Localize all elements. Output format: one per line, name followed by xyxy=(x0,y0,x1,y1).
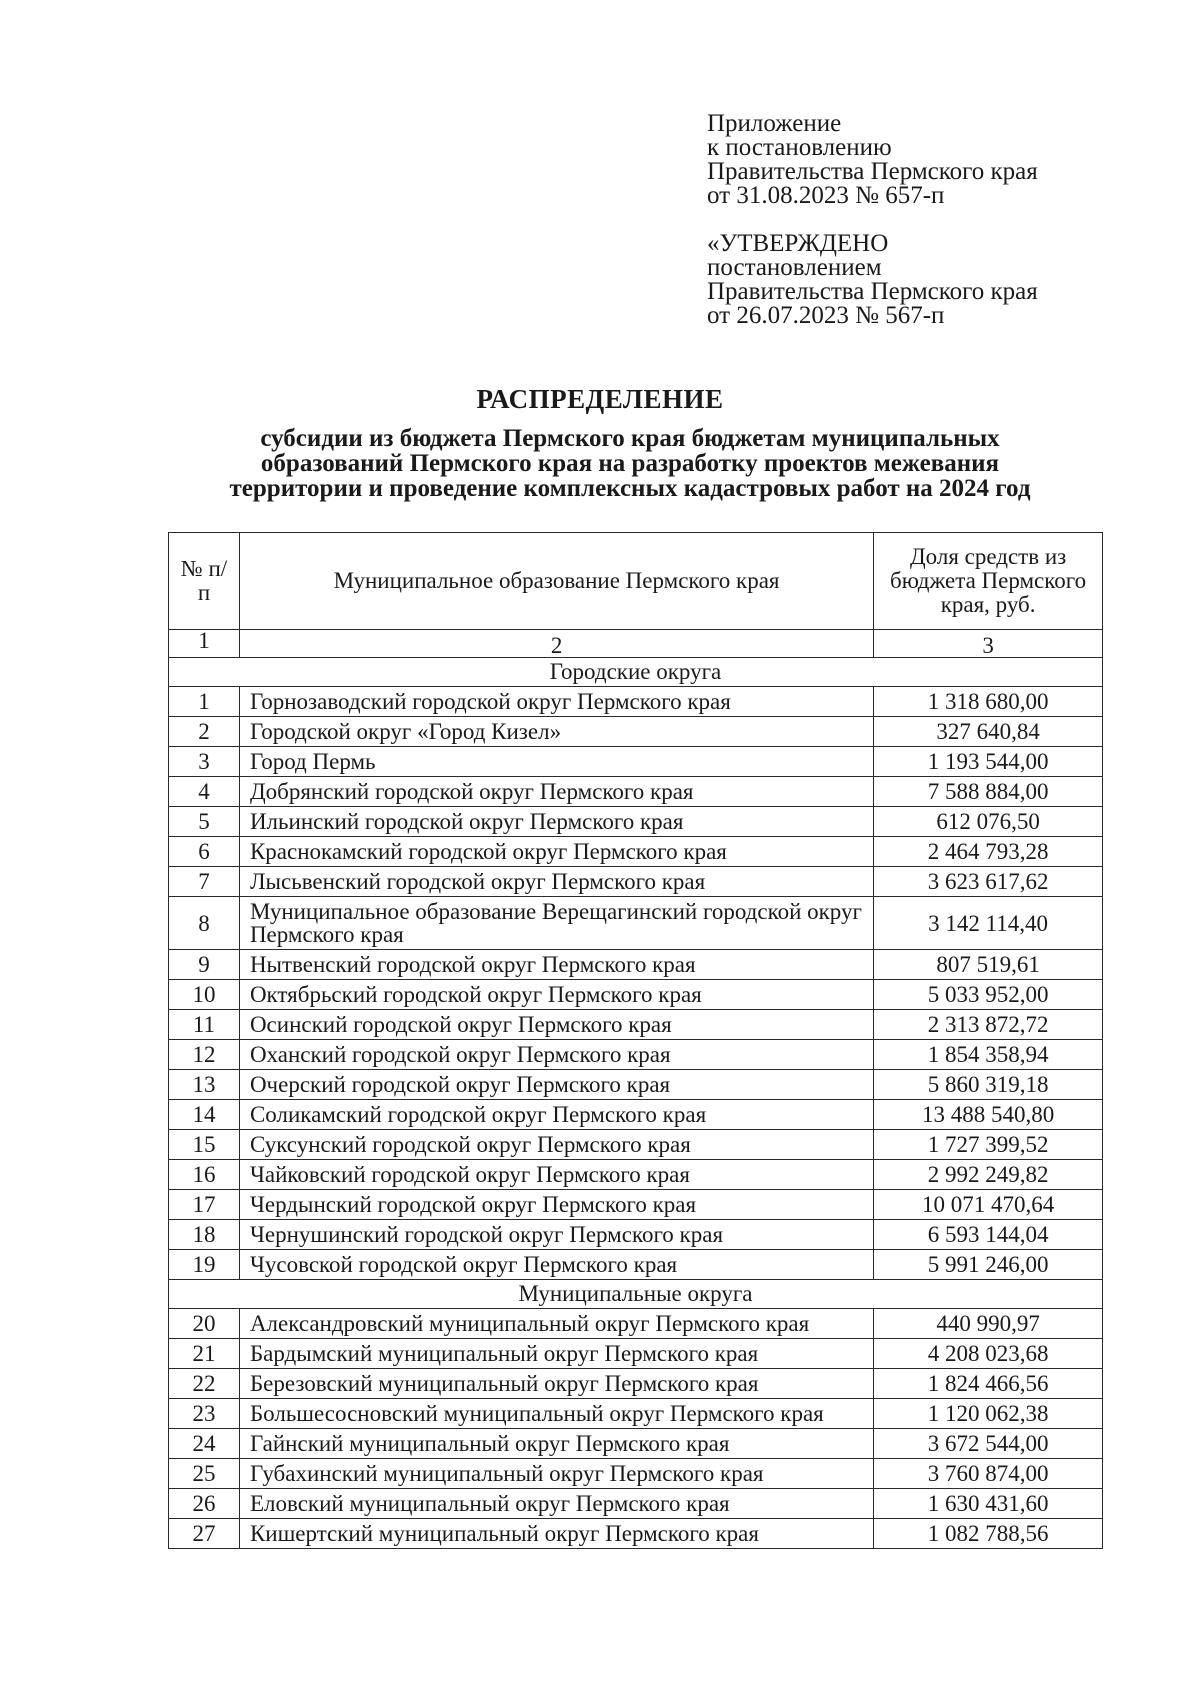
header-num: № п/п xyxy=(169,533,240,630)
table-row xyxy=(169,1130,1103,1160)
amount-value: 1 120 062,38 xyxy=(874,1399,1103,1429)
municipality-name: Краснокамский городской округ Пермского края xyxy=(239,837,873,867)
row-number: 21 xyxy=(169,1339,240,1369)
table-row xyxy=(169,1160,1103,1190)
amount-value: 1 193 544,00 xyxy=(874,747,1103,777)
amount-value: 1 727 399,52 xyxy=(874,1130,1103,1160)
row-number: 22 xyxy=(169,1369,240,1399)
row-number: 16 xyxy=(169,1160,240,1190)
table-row xyxy=(169,1339,1103,1369)
table-row xyxy=(169,717,1103,747)
table-row xyxy=(169,950,1103,980)
row-number: 14 xyxy=(169,1100,240,1130)
section-row xyxy=(169,658,1103,687)
approved-line: от 26.07.2023 № 567-п xyxy=(707,302,945,329)
municipality-name: Ильинский городской округ Пермского края xyxy=(239,807,873,837)
table-row xyxy=(169,1070,1103,1100)
municipality-name: Муниципальное образование Верещагинский городской округ Пермского края xyxy=(239,897,873,950)
row-number: 7 xyxy=(169,867,240,897)
amount-value: 5 033 952,00 xyxy=(874,980,1103,1010)
municipality-name: Большесосновский муниципальный округ Пермского края xyxy=(239,1399,873,1429)
municipality-name: Чайковский городской округ Пермского края xyxy=(239,1160,873,1190)
subtitle-line: образований Пермского края на разработку проектов межевания xyxy=(260,450,1000,477)
table-row xyxy=(169,747,1103,777)
municipality-name: Суксунский городской округ Пермского края xyxy=(239,1130,873,1160)
table-row xyxy=(169,1040,1103,1070)
municipality-name: Соликамский городской округ Пермского края xyxy=(239,1100,873,1130)
row-number: 5 xyxy=(169,807,240,837)
amount-value: 1 824 466,56 xyxy=(874,1369,1103,1399)
municipality-name: Чердынский городской округ Пермского края xyxy=(239,1190,873,1220)
municipality-name: Еловский муниципальный округ Пермского края xyxy=(239,1489,873,1519)
document-title: РАСПРЕДЕЛЕНИЕ xyxy=(476,384,724,414)
section-title: Городские округа xyxy=(169,658,1103,687)
municipality-name: Добрянский городской округ Пермского края xyxy=(239,777,873,807)
municipality-name: Бардымский муниципальный округ Пермского края xyxy=(239,1339,873,1369)
row-number: 1 xyxy=(169,687,240,717)
subtitle-line: территории и проведение комплексных кадастровых работ на 2024 год xyxy=(229,475,1031,502)
municipality-name: Очерский городской округ Пермского края xyxy=(239,1070,873,1100)
municipality-name: Березовский муниципальный округ Пермского края xyxy=(239,1369,873,1399)
amount-value: 1 854 358,94 xyxy=(874,1040,1103,1070)
table-row xyxy=(169,980,1103,1010)
row-number: 13 xyxy=(169,1070,240,1100)
table-row xyxy=(169,1369,1103,1399)
table-row xyxy=(169,1309,1103,1339)
header-name: Муниципальное образование Пермского края xyxy=(239,533,873,630)
approval-line: от 31.08.2023 № 657-п xyxy=(707,182,945,209)
municipality-name: Город Пермь xyxy=(239,747,873,777)
row-number: 8 xyxy=(169,897,240,950)
amount-value: 327 640,84 xyxy=(874,717,1103,747)
amount-value: 10 071 470,64 xyxy=(874,1190,1103,1220)
table-row xyxy=(169,1399,1103,1429)
municipality-name: Городской округ «Город Кизел» xyxy=(239,717,873,747)
row-number: 24 xyxy=(169,1429,240,1459)
table-row xyxy=(169,837,1103,867)
amount-value: 13 488 540,80 xyxy=(874,1100,1103,1130)
row-number: 18 xyxy=(169,1220,240,1250)
row-number: 25 xyxy=(169,1459,240,1489)
table-row xyxy=(169,1519,1103,1549)
approved-line: постановлением xyxy=(707,254,882,281)
row-number: 26 xyxy=(169,1489,240,1519)
row-number: 4 xyxy=(169,777,240,807)
document-subtitle xyxy=(160,426,1100,501)
amount-value: 1 630 431,60 xyxy=(874,1489,1103,1519)
municipality-name: Чернушинский городской округ Пермского края xyxy=(239,1220,873,1250)
column-index-row xyxy=(169,630,1103,658)
municipality-name: Оханский городской округ Пермского края xyxy=(239,1040,873,1070)
amount-value: 612 076,50 xyxy=(874,807,1103,837)
approved-line: «УТВЕРЖДЕНО xyxy=(707,230,889,257)
table-row xyxy=(169,1190,1103,1220)
municipality-name: Губахинский муниципальный округ Пермского края xyxy=(239,1459,873,1489)
section-row xyxy=(169,1280,1103,1309)
column-index: 2 xyxy=(239,630,873,658)
row-number: 10 xyxy=(169,980,240,1010)
row-number: 20 xyxy=(169,1309,240,1339)
amount-value: 2 313 872,72 xyxy=(874,1010,1103,1040)
amount-value: 3 760 874,00 xyxy=(874,1459,1103,1489)
amount-value: 5 991 246,00 xyxy=(874,1250,1103,1280)
row-number: 12 xyxy=(169,1040,240,1070)
table-row xyxy=(169,897,1103,950)
section-title: Муниципальные округа xyxy=(169,1280,1103,1309)
amount-value: 5 860 319,18 xyxy=(874,1070,1103,1100)
amount-value: 1 318 680,00 xyxy=(874,687,1103,717)
amount-value: 6 593 144,04 xyxy=(874,1220,1103,1250)
municipality-name: Осинский городской округ Пермского края xyxy=(239,1010,873,1040)
header-amount: Доля средств из бюджета Пермского края, руб. xyxy=(874,533,1103,630)
row-number: 3 xyxy=(169,747,240,777)
municipality-name: Октябрьский городской округ Пермского края xyxy=(239,980,873,1010)
amount-value: 4 208 023,68 xyxy=(874,1339,1103,1369)
table-row xyxy=(169,1489,1103,1519)
table-row xyxy=(169,1010,1103,1040)
row-number: 17 xyxy=(169,1190,240,1220)
row-number: 19 xyxy=(169,1250,240,1280)
amount-value: 3 672 544,00 xyxy=(874,1429,1103,1459)
table-row xyxy=(169,1429,1103,1459)
table-body xyxy=(169,658,1103,1549)
approval-line: Правительства Пермского края xyxy=(707,158,1038,185)
row-number: 6 xyxy=(169,837,240,867)
row-number: 11 xyxy=(169,1010,240,1040)
amount-value: 7 588 884,00 xyxy=(874,777,1103,807)
distribution-table xyxy=(168,532,1103,1549)
municipality-name: Горнозаводский городской округ Пермского края xyxy=(239,687,873,717)
row-number: 15 xyxy=(169,1130,240,1160)
amount-value: 3 623 617,62 xyxy=(874,867,1103,897)
amount-value: 2 464 793,28 xyxy=(874,837,1103,867)
table-row xyxy=(169,687,1103,717)
table-row xyxy=(169,867,1103,897)
subtitle-line: субсидии из бюджета Пермского края бюджетам муниципальных xyxy=(260,425,1000,452)
row-number: 23 xyxy=(169,1399,240,1429)
row-number: 27 xyxy=(169,1519,240,1549)
approval-line: Приложение xyxy=(707,110,842,137)
amount-value: 3 142 114,40 xyxy=(874,897,1103,950)
approved-line: Правительства Пермского края xyxy=(707,278,1038,305)
amount-value: 807 519,61 xyxy=(874,950,1103,980)
municipality-name: Кишертский муниципальный округ Пермского края xyxy=(239,1519,873,1549)
amount-value: 2 992 249,82 xyxy=(874,1160,1103,1190)
table-header-row xyxy=(169,533,1103,630)
municipality-name: Чусовской городской округ Пермского края xyxy=(239,1250,873,1280)
municipality-name: Лысьвенский городской округ Пермского края xyxy=(239,867,873,897)
table-row xyxy=(169,777,1103,807)
row-number: 2 xyxy=(169,717,240,747)
approval-block xyxy=(707,112,1127,328)
municipality-name: Нытвенский городской округ Пермского края xyxy=(239,950,873,980)
table-row xyxy=(169,1250,1103,1280)
approval-line: к постановлению xyxy=(707,134,892,161)
municipality-name: Александровский муниципальный округ Пермского края xyxy=(239,1309,873,1339)
row-number: 9 xyxy=(169,950,240,980)
table-row xyxy=(169,1220,1103,1250)
column-index: 1 xyxy=(169,630,240,658)
table-row xyxy=(169,1100,1103,1130)
amount-value: 1 082 788,56 xyxy=(874,1519,1103,1549)
table-row xyxy=(169,807,1103,837)
municipality-name: Гайнский муниципальный округ Пермского края xyxy=(239,1429,873,1459)
table-row xyxy=(169,1459,1103,1489)
column-index: 3 xyxy=(874,630,1103,658)
amount-value: 440 990,97 xyxy=(874,1309,1103,1339)
